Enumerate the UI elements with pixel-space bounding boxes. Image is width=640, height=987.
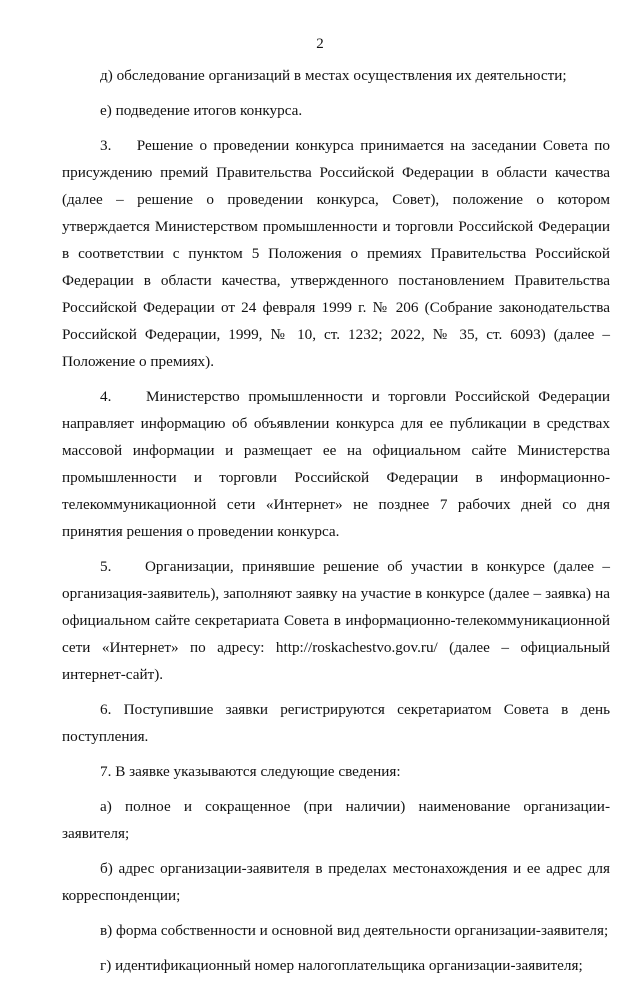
paragraph-5: 5. Организации, принявшие решение об участии в конкурсе (далее – организация-заявитель), заполняют заявку на участие в конкурсе (далее – заявка) на официальном сайте секретариата Совета в информационно-телекоммуникационной сети «Интернет» по адресу: http://roskachestvo.gov.ru/ (далее – официальный интернет-сайт).	[62, 558, 610, 683]
paragraph-7: 7. В заявке указываются следующие сведения:	[100, 763, 401, 780]
paragraph-4: 4. Министерство промышленности и торговли Российской Федерации направляет информацию об объявлении конкурса для ее публикации в средствах массовой информации и размещает ее на официальном сайте Министерства промышленности и торговли Российской Федерации в информационно-телекоммуникационной сети «Интернет» не позднее 7 рабочих дней со дня принятия решения о проведении конкурса.	[62, 388, 610, 540]
paragraph-7-b: б) адрес организации-заявителя в пределах местонахождения и ее адрес для корреспонденции;	[62, 860, 610, 904]
paragraph-3: 3. Решение о проведении конкурса принимается на заседании Совета по присуждению премий Правительства Российской Федерации в области качества (далее – решение о проведении конкурса, Совет), положение о котором утверждается Министерством промышленности и торговли Российской Федерации в соответствии с пунктом 5 Положения о премиях Правительства Российской Федерации в области качества, утвержденного постановлением Правительства Российской Федерации от 24 февраля 1999 г. № 206 (Собрание законодательства Российской Федерации, 1999, № 10, ст. 1232; 2022, № 35, ст. 6093) (далее – Положение о премиях).	[62, 137, 610, 370]
document-body	[62, 62, 610, 987]
paragraph-7-a: а) полное и сокращенное (при наличии) наименование организации-заявителя;	[62, 798, 610, 842]
paragraph-7-g: г) идентификационный номер налогоплательщика организации-заявителя;	[100, 957, 583, 974]
paragraph-6: 6. Поступившие заявки регистрируются секретариатом Совета в день поступления.	[62, 701, 610, 745]
page-number: 2	[316, 36, 324, 52]
paragraph-item-e: е) подведение итогов конкурса.	[100, 102, 303, 119]
paragraph-item-d: д) обследование организаций в местах осуществления их деятельности;	[100, 67, 567, 84]
paragraph-7-v: в) форма собственности и основной вид деятельности организации-заявителя;	[100, 922, 609, 939]
